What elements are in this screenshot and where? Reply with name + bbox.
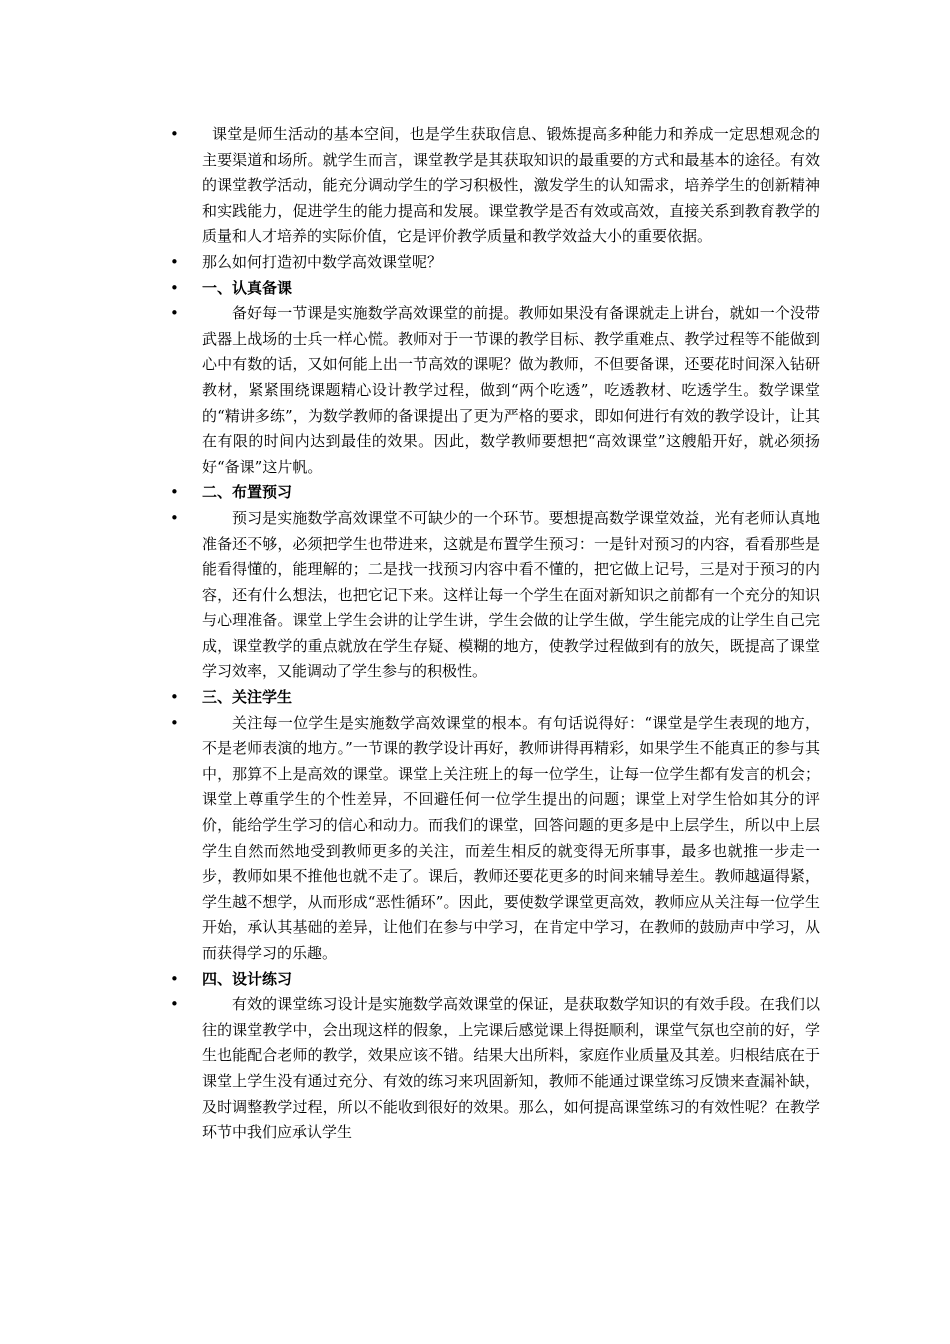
section-heading <box>170 480 820 506</box>
section-heading <box>170 276 820 302</box>
paragraph-text: 那么如何打造初中数学高效课堂呢？ <box>202 252 443 271</box>
bullet-icon: • <box>170 688 179 707</box>
paragraph-text: 预习是实施数学高效课堂不可缺少的一个环节。要想提高数学课堂效益，光有老师认真地准备还不够，必须把学生也带进来，这就是布置学生预习：一是针对预习的内容，看看那些是能看得懂的，能理解的；二是找一找预习内容中看不懂的，把它做上记号，三是对于预习的内容，还有什么想法，也把它记下来。这样让每一个学生在面对新知识之前都有一个充分的知识与心理准备。课堂上学生会讲的让学生讲，学生会做的让学生做，学生能完成的让学生自己完成，课堂教学的重点就放在学生存疑、模糊的地方，使教学过程做到有的放矢，既提高了课堂学习效率，又能调动了学生参与的积极性。 <box>202 508 820 681</box>
paragraph <box>170 506 820 685</box>
paragraph <box>170 122 820 250</box>
bullet-icon: • <box>170 483 179 502</box>
document-body <box>170 122 820 1146</box>
bullet-icon: • <box>170 278 179 297</box>
heading-text: 一、认真备课 <box>202 278 293 297</box>
paragraph-text: 有效的课堂练习设计是实施数学高效课堂的保证，是获取数学知识的有效手段。在我们以往的课堂教学中，会出现这样的假象，上完课后感觉课上得挺顺利，课堂气氛也空前的好，学生也能配合老师的教学，效果应该不错。结果大出所料，家庭作业质量及其差。归根结底在于课堂上学生没有通过充分、有效的练习来巩固新知，教师不能通过课堂练习反馈来查漏补缺，及时调整教学过程，所以不能收到很好的效果。那么，如何提高课堂练习的有效性呢？在教学环节中我们应承认学生 <box>202 995 820 1142</box>
heading-text: 四、设计练习 <box>202 969 293 988</box>
heading-text: 三、关注学生 <box>202 688 293 707</box>
bullet-icon: • <box>170 304 179 323</box>
bullet-icon: • <box>170 969 179 988</box>
bullet-icon: • <box>170 125 179 143</box>
paragraph-text: 课堂是师生活动的基本空间，也是学生获取信息、锻炼提高多种能力和养成一定思想观念的主要渠道和场所。就学生而言，课堂教学是其获取知识的最重要的方式和最基本的途径。有效的课堂教学活动，能充分调动学生的学习积极性，激发学生的认知需求，培养学生的创新精神和实践能力，促进学生的能力提高和发展。课堂教学是否有效或高效，直接关系到教育教学的质量和人才培养的实际价值，它是评价教学质量和教学效益大小的重要依据。 <box>202 125 820 246</box>
paragraph <box>170 301 820 480</box>
section-heading <box>170 967 820 993</box>
paragraph-text: 关注每一位学生是实施数学高效课堂的根本。有句话说得好：“课堂是学生表现的地方，不是老师表演的地方。”一节课的教学设计再好，教师讲得再精彩，如果学生不能真正的参与其中，那算不上是高效的课堂。课堂上关注班上的每一位学生，让每一位学生都有发言的机会；课堂上尊重学生的个性差异，不回避任何一位学生提出的问题；课堂上对学生恰如其分的评价，能给学生学习的信心和动力。而我们的课堂，回答问题的更多是中上层学生，所以中上层学生自然而然地受到教师更多的关注，而差生相反的就变得无所事事，最多也就推一步走一步，教师如果不推他也就不走了。课后，教师还要花更多的时间来辅导差生。教师越逼得紧，学生越不想学，从而形成“恶性循环”。因此，要使数学课堂更高效，教师应从关注每一位学生开始，承认其基础的差异，让他们在参与中学习，在肯定中学习，在教师的鼓励声中学习，从而获得学习的乐趣。 <box>202 713 820 962</box>
paragraph <box>170 250 820 276</box>
paragraph <box>170 711 820 967</box>
paragraph-text: 备好每一节课是实施数学高效课堂的前提。教师如果没有备课就走上讲台，就如一个没带武器上战场的士兵一样心慌。教师对于一节课的教学目标、教学重难点、教学过程等不能做到心中有数的话，又如何能上出一节高效的课呢？做为教师，不但要备课，还要花时间深入钻研教材，紧紧围绕课题精心设计教学过程，做到“两个吃透”，吃透教材、吃透学生。数学课堂的“精讲多练”，为数学教师的备课提出了更为严格的要求，即如何进行有效的教学设计，让其在有限的时间内达到最佳的效果。因此，数学教师要想把“高效课堂”这艘船开好，就必须扬好“备课”这片帆。 <box>202 304 820 476</box>
bullet-icon: • <box>170 252 179 271</box>
heading-text: 二、布置预习 <box>202 483 293 502</box>
bullet-icon: • <box>170 995 179 1014</box>
bullet-icon: • <box>170 713 179 732</box>
bullet-icon: • <box>170 508 179 527</box>
section-heading <box>170 685 820 711</box>
paragraph <box>170 992 820 1146</box>
